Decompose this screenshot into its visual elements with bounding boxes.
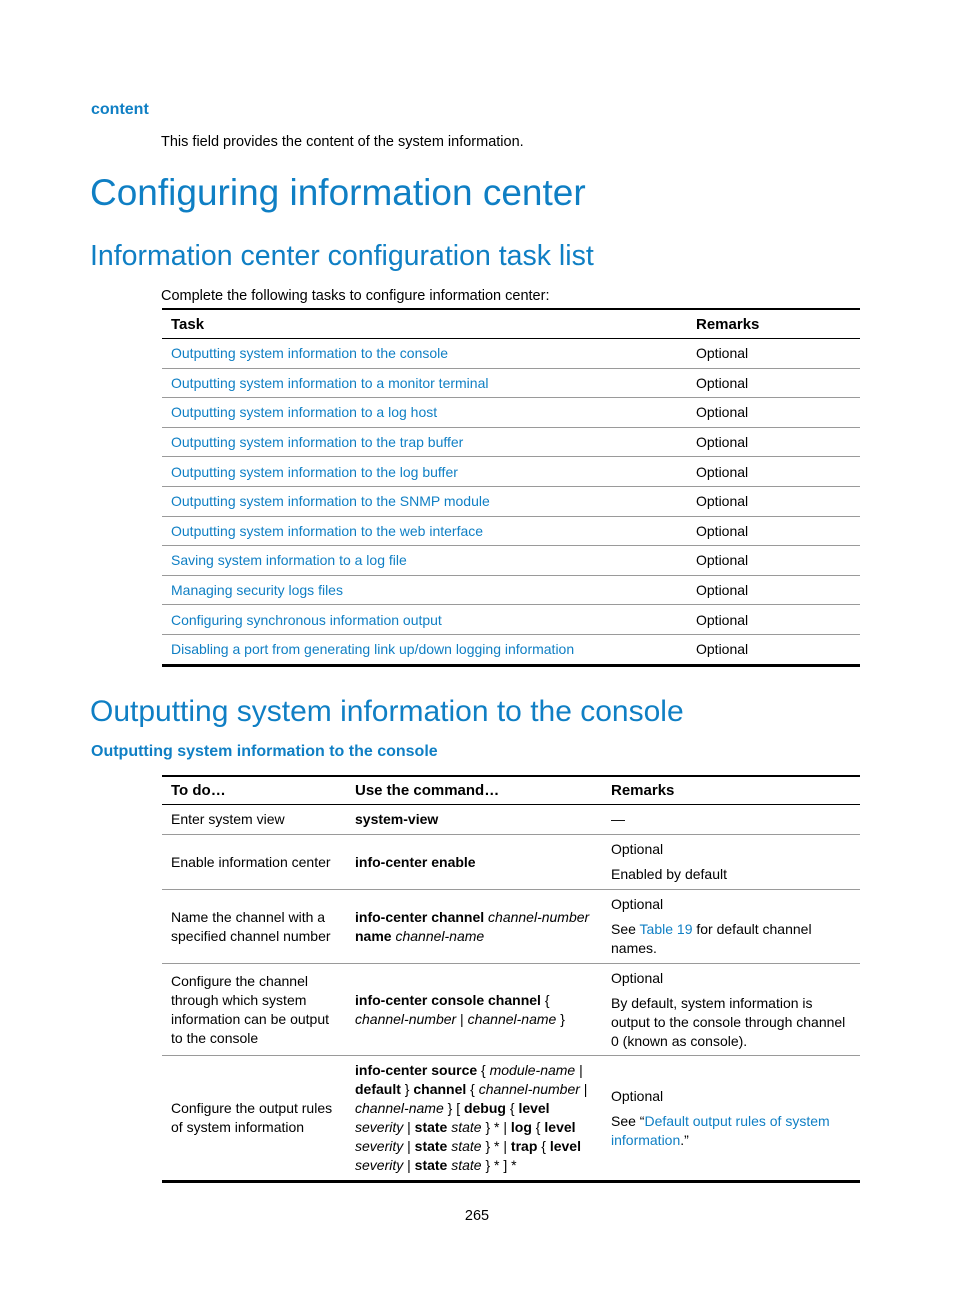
text-run: Optional bbox=[611, 969, 664, 986]
remarks-paragraph bbox=[611, 865, 851, 884]
command-keyword: state bbox=[414, 1138, 448, 1154]
todo-cell: Enter system view bbox=[162, 805, 346, 835]
table-row bbox=[162, 398, 860, 428]
table-row bbox=[162, 1056, 860, 1182]
text-run: | bbox=[579, 1081, 588, 1097]
command-keyword: channel bbox=[413, 1081, 467, 1097]
command-cell bbox=[346, 1056, 602, 1182]
command-argument: state bbox=[451, 1119, 482, 1135]
command-argument: severity bbox=[355, 1157, 404, 1173]
text-run: { bbox=[466, 1081, 479, 1097]
content-paragraph: This field provides the content of the system information. bbox=[161, 134, 524, 150]
table-header-row bbox=[162, 776, 860, 805]
text-run: { bbox=[477, 1062, 490, 1078]
command-keyword: default bbox=[355, 1081, 401, 1097]
header-todo: To do… bbox=[162, 776, 346, 805]
remarks-paragraph bbox=[611, 840, 851, 859]
text-run: { bbox=[537, 1138, 550, 1154]
task-link[interactable]: Outputting system information to the trap buffer bbox=[162, 427, 687, 457]
table-row bbox=[162, 546, 860, 576]
table-row bbox=[162, 486, 860, 516]
text-run: for default channel names. bbox=[611, 921, 812, 956]
header-task: Task bbox=[162, 309, 687, 339]
text-run: Enabled by default bbox=[611, 866, 727, 882]
command-keyword: log bbox=[510, 1119, 532, 1135]
console-subheading: Outputting system information to the console bbox=[91, 743, 438, 760]
header-remarks: Remarks bbox=[602, 776, 860, 805]
text-run: .” bbox=[680, 1131, 689, 1148]
command-keyword: debug bbox=[463, 1100, 506, 1116]
command-argument: channel-number bbox=[488, 908, 590, 925]
command-argument: channel-name bbox=[395, 927, 485, 944]
text-run: Optional bbox=[611, 896, 664, 912]
task-link[interactable]: Managing security logs files bbox=[162, 575, 687, 605]
task-link[interactable]: Disabling a port from generating link up/down logging information bbox=[171, 641, 575, 658]
task-link[interactable]: Outputting system information to the web interface bbox=[162, 516, 687, 546]
remarks-paragraph bbox=[611, 1087, 851, 1106]
task-remarks: Optional bbox=[687, 486, 860, 516]
command-argument: channel-number bbox=[478, 1081, 580, 1097]
command-cell bbox=[346, 964, 602, 1056]
command-keyword: name bbox=[355, 927, 396, 944]
command-argument: state bbox=[451, 1138, 482, 1154]
table-row bbox=[162, 368, 860, 398]
task-remarks: Optional bbox=[687, 427, 860, 457]
command-argument: channel-number bbox=[355, 1010, 457, 1027]
page-number: 265 bbox=[464, 1208, 490, 1224]
command-argument: channel-name bbox=[467, 1010, 557, 1027]
header-command: Use the command… bbox=[346, 776, 602, 805]
remarks-paragraph bbox=[611, 994, 851, 1051]
text-run: — bbox=[611, 811, 625, 827]
task-list-intro: Complete the following tasks to configure information center: bbox=[161, 288, 550, 304]
task-link[interactable]: Outputting system information to the log buffer bbox=[162, 457, 687, 487]
table-row bbox=[162, 575, 860, 605]
table-row bbox=[162, 605, 860, 635]
task-list-heading: Information center configuration task list bbox=[90, 240, 594, 272]
remarks-cell bbox=[602, 890, 860, 964]
task-list-table bbox=[162, 308, 860, 667]
task-link[interactable]: Configuring synchronous information output bbox=[162, 605, 687, 635]
command-keyword: state bbox=[414, 1119, 448, 1135]
table-row bbox=[162, 634, 860, 665]
remarks-cell bbox=[602, 805, 860, 835]
text-run: Optional bbox=[611, 841, 664, 857]
remarks-cell bbox=[602, 964, 860, 1056]
command-argument: channel-name bbox=[355, 1100, 444, 1116]
task-link[interactable]: Outputting system information to a monitor terminal bbox=[162, 368, 687, 398]
command-argument: module-name bbox=[489, 1062, 576, 1078]
task-remarks: Optional bbox=[696, 641, 749, 658]
remarks-cell bbox=[602, 835, 860, 890]
text-run: | bbox=[575, 1062, 583, 1078]
task-link[interactable]: Outputting system information to the console bbox=[162, 339, 687, 369]
console-config-table bbox=[162, 775, 860, 1183]
remarks-paragraph bbox=[611, 895, 851, 914]
task-link[interactable]: Saving system information to a log file bbox=[162, 546, 687, 576]
text-run: } bbox=[400, 1081, 414, 1097]
text-run: | bbox=[403, 1138, 415, 1154]
text-run: | bbox=[403, 1157, 415, 1173]
cross-reference-link[interactable]: Default output rules of system information bbox=[611, 1112, 830, 1148]
text-run: } bbox=[556, 1010, 565, 1027]
task-remarks: Optional bbox=[687, 575, 860, 605]
table-row bbox=[162, 516, 860, 546]
text-run: See bbox=[611, 921, 640, 937]
text-run: { bbox=[531, 1119, 545, 1135]
text-run: } * | bbox=[481, 1138, 511, 1154]
todo-cell: Enable information center bbox=[162, 835, 346, 890]
console-section-heading: Outputting system information to the console bbox=[90, 695, 684, 728]
command-keyword: info-center console channel bbox=[355, 991, 545, 1008]
table-row bbox=[162, 457, 860, 487]
task-link[interactable]: Outputting system information to the SNMP module bbox=[162, 486, 687, 516]
task-remarks: Optional bbox=[687, 546, 860, 576]
command-cell bbox=[346, 805, 602, 835]
task-remarks: Optional bbox=[687, 368, 860, 398]
task-link[interactable]: Outputting system information to a log host bbox=[162, 398, 687, 428]
command-cell bbox=[346, 835, 602, 890]
command-keyword: level bbox=[544, 1119, 576, 1135]
command-keyword: state bbox=[414, 1157, 448, 1173]
todo-cell: Configure the output rules of system information bbox=[171, 1100, 333, 1135]
table-row bbox=[162, 427, 860, 457]
command-argument: severity bbox=[355, 1119, 404, 1135]
command-cell bbox=[346, 890, 602, 964]
table-row bbox=[162, 835, 860, 890]
text-run: Optional bbox=[611, 1087, 664, 1104]
command-keyword: info-center enable bbox=[355, 853, 476, 870]
remarks-cell bbox=[602, 1056, 860, 1182]
table-row bbox=[162, 890, 860, 964]
command-keyword: level bbox=[549, 1138, 581, 1154]
todo-cell: Configure the channel through which system information can be output to the console bbox=[162, 964, 346, 1056]
task-remarks: Optional bbox=[687, 457, 860, 487]
task-remarks: Optional bbox=[687, 516, 860, 546]
text-run: } * ] * bbox=[481, 1157, 517, 1173]
command-keyword: level bbox=[518, 1100, 550, 1116]
text-run: | bbox=[456, 1010, 468, 1027]
header-remarks: Remarks bbox=[687, 309, 860, 339]
text-run: { bbox=[544, 991, 550, 1008]
task-remarks: Optional bbox=[687, 605, 860, 635]
table-header-row bbox=[162, 309, 860, 339]
chapter-title: Configuring information center bbox=[90, 172, 586, 213]
text-run: { bbox=[505, 1100, 519, 1116]
text-run: By default, system information is output to the console through channel 0 (known as console). bbox=[611, 994, 846, 1049]
content-heading: content bbox=[91, 101, 149, 118]
remarks-paragraph bbox=[611, 969, 851, 988]
command-keyword: info-center source bbox=[355, 1062, 478, 1078]
command-argument: severity bbox=[355, 1138, 404, 1154]
text-run: } [ bbox=[443, 1100, 464, 1116]
command-keyword: trap bbox=[510, 1138, 538, 1154]
cross-reference-link[interactable]: Table 19 bbox=[639, 921, 693, 937]
command-keyword: info-center channel bbox=[355, 908, 489, 925]
remarks-paragraph bbox=[611, 810, 851, 829]
text-run: } * | bbox=[481, 1119, 511, 1135]
task-remarks: Optional bbox=[687, 339, 860, 369]
task-remarks: Optional bbox=[687, 398, 860, 428]
table-row bbox=[162, 339, 860, 369]
text-run: See “ bbox=[611, 1112, 645, 1129]
command-argument: state bbox=[451, 1157, 482, 1173]
table-row bbox=[162, 964, 860, 1056]
table-row bbox=[162, 805, 860, 835]
command-keyword: system-view bbox=[355, 811, 439, 827]
remarks-paragraph bbox=[611, 1112, 851, 1150]
remarks-paragraph bbox=[611, 920, 851, 958]
todo-cell: Name the channel with a specified channel number bbox=[162, 890, 346, 964]
text-run: | bbox=[403, 1119, 415, 1135]
